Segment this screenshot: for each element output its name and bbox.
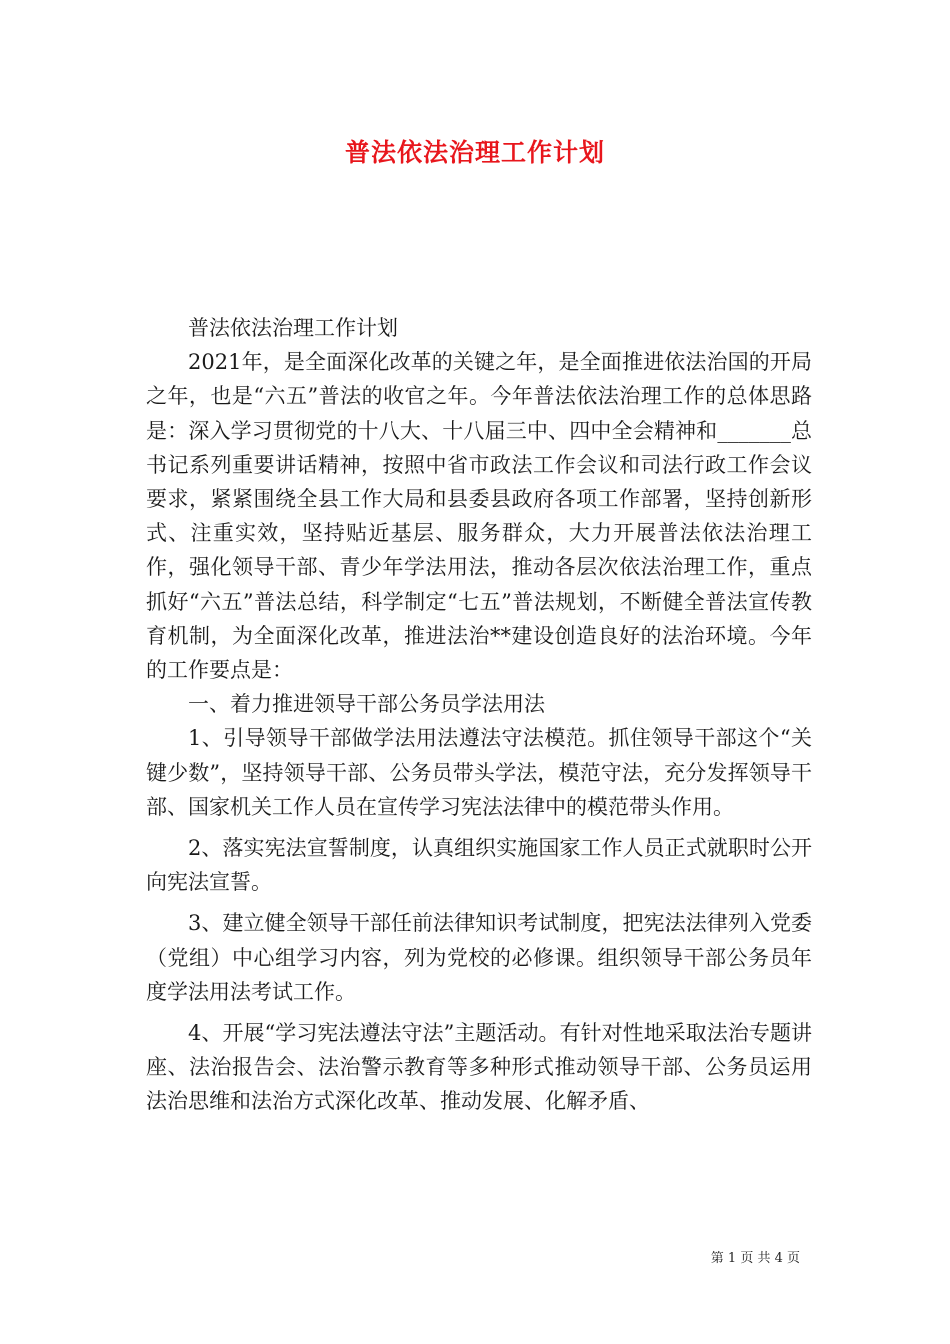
body-heading: 普法依法治理工作计划 xyxy=(188,316,398,340)
body-paragraph: 1、引导领导干部做学法用法遵法守法模范。抓住领导干部这个“关键少数”，坚持领导干部、公务员带头学法，模范守法，充分发挥领导干部、国家机关工作人员在宣传学习宪法法律中的模范带头作用。 xyxy=(146,726,812,819)
page-number: 第 1 页 共 4 页 xyxy=(710,1251,800,1266)
document-title: 普法依法治理工作计划 xyxy=(344,138,605,167)
body-paragraph: 4、开展“学习宪法遵法守法”主题活动。有针对性地采取法治专题讲座、法治报告会、法治警示教育等多种形式推动领导干部、公务员运用法治思维和法治方式深化改革、推动发展、化解矛盾、 xyxy=(146,1021,812,1114)
document-body xyxy=(146,311,812,1119)
body-paragraph: 2、落实宪法宣誓制度，认真组织实施国家工作人员正式就职时公开向宪法宣誓。 xyxy=(146,836,812,895)
body-paragraph: 2021年，是全面深化改革的关键之年，是全面推进依法治国的开局之年，也是“六五”普法的收官之年。今年普法依法治理工作的总体思路是：深入学习贯彻党的十八大、十八届三中、四中全会精神和_______总书记系列重要讲话精神，按照中省市政法工作会议和司法行政工作会议要求，紧紧围绕全县工作大局和县委县政府各项工作部署，坚持创新形式、注重实效，坚持贴近基层、服务群众，大力开展普法依法治理工作，强化领导干部、青少年学法用法，推动各层次依法治理工作，重点抓好“六五”普法总结，科学制定“七五”普法规划，不断健全普法宣传教育机制，为全面深化改革，推进法治**建设创造良好的法治环境。今年的工作要点是： xyxy=(146,350,812,683)
body-paragraph: 3、建立健全领导干部任前法律知识考试制度，把宪法法律列入党委（党组）中心组学习内容，列为党校的必修课。组织领导干部公务员年度学法用法考试工作。 xyxy=(146,911,812,1004)
section-heading: 一、着力推进领导干部公务员学法用法 xyxy=(188,692,545,717)
